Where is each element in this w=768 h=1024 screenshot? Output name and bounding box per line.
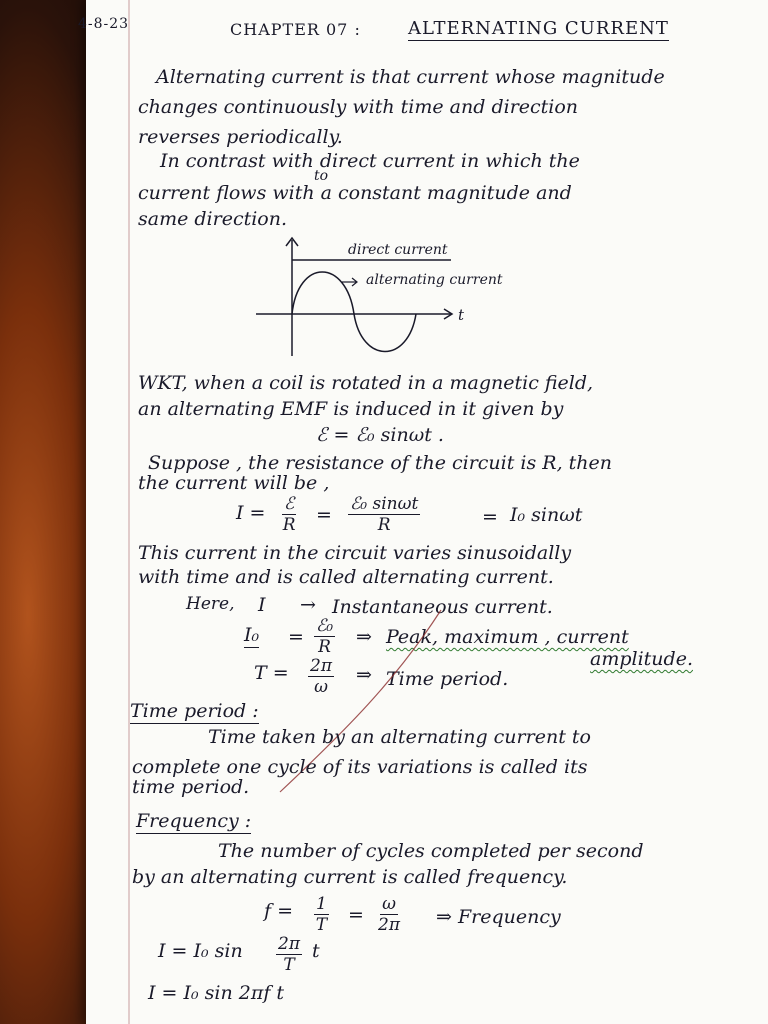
chapter-label: CHAPTER 07 : [230, 20, 361, 39]
fraction-numerator: ω [382, 894, 396, 914]
fraction-numerator: ℰ₀ sinωt [350, 494, 419, 514]
graph-axis-label: t [458, 306, 465, 324]
i0-equals: = [288, 626, 304, 648]
fraction-numerator: 1 [316, 894, 327, 914]
sine-eq-1-lhs: I = I₀ sin [158, 940, 243, 962]
i0-arrow: ⇒ [356, 626, 372, 648]
fraction-denominator: ω [314, 677, 328, 697]
fraction-numerator: ℰ [284, 494, 295, 514]
fraction-numerator: 2π [310, 656, 332, 676]
frequency-heading: Frequency : [136, 810, 252, 832]
fraction-denominator: T [315, 915, 328, 935]
contrast-line-2: current flows with a constant magnitude and [138, 182, 572, 204]
wkt-line-1: WKT, when a coil is rotated in a magnetic field, [138, 372, 594, 394]
graph-direct-label: direct current [348, 242, 448, 258]
current-eq-equals-2: = [316, 504, 332, 526]
notebook-page [78, 0, 768, 1024]
sine-eq-2: I = I₀ sin 2πf t [148, 982, 285, 1004]
varies-line-1: This current in the circuit varies sinusoidally [138, 542, 572, 564]
frequency-eq-lhs: f = [264, 900, 293, 922]
fraction-denominator: T [283, 955, 295, 975]
margin-line [128, 0, 130, 1024]
i0-symbol: I₀ [244, 624, 260, 646]
current-eq-fraction-1 [282, 494, 296, 535]
contrast-line-1: In contrast with direct current in which the [160, 150, 580, 172]
time-period-line-2: complete one cycle of its variations is called its [132, 756, 588, 778]
time-period-line-3: time period. [132, 776, 250, 798]
suppose-line-2: the current will be , [138, 472, 330, 494]
time-period-line-1: Time taken by an alternating current to [208, 726, 591, 748]
intro-line-1: Alternating current is that current whose magnitude [156, 66, 665, 88]
fraction-numerator: ℰ₀ [316, 616, 334, 636]
contrast-insert: to [314, 168, 329, 184]
intro-line-3: reverses periodically. [138, 126, 343, 148]
frequency-line-2: by an alternating current is called frequency. [132, 866, 568, 888]
suppose-line-1: Suppose , the resistance of the circuit is R, then [148, 452, 613, 474]
frequency-eq-rhs: ⇒ Frequency [436, 906, 561, 928]
fraction-denominator: R [318, 637, 331, 657]
contrast-line-3: same direction. [138, 208, 288, 230]
sine-eq-1-rhs: t [312, 940, 320, 962]
fraction-numerator: 2π [278, 934, 300, 954]
i-symbol: I [258, 594, 266, 616]
fraction-denominator: R [282, 515, 296, 535]
emf-equation: ℰ = ℰ₀ sinωt . [316, 424, 444, 446]
i-definition: Instantaneous current. [332, 596, 553, 618]
i0-definition: Peak, maximum , current [386, 626, 629, 648]
current-eq-fraction-2 [348, 494, 420, 535]
current-eq-equals-3: = [482, 506, 498, 528]
fraction-denominator: R [377, 515, 391, 535]
frequency-fraction-1 [314, 894, 329, 935]
wkt-line-2: an alternating EMF is induced in it given by [138, 398, 564, 420]
here-label: Here, [186, 594, 235, 614]
date-stamp: 4-8-23 [78, 16, 130, 32]
t-arrow: ⇒ [356, 664, 372, 686]
time-period-heading: Time period : [130, 700, 259, 722]
fraction-denominator: 2π [378, 915, 400, 935]
intro-line-2: changes continuously with time and direction [138, 96, 579, 118]
i0-definition-continued: amplitude. [590, 648, 693, 670]
sine-eq-1-fraction [276, 934, 302, 975]
frequency-eq-equals: = [348, 904, 364, 926]
frequency-line-1: The number of cycles completed per second [218, 840, 644, 862]
t-symbol: T = [254, 662, 289, 684]
graph-alternating-label: alternating current [366, 272, 503, 288]
chapter-title: ALTERNATING CURRENT [408, 18, 669, 39]
current-eq-rhs: I₀ sinωt [510, 504, 583, 526]
frequency-fraction-2 [378, 894, 400, 935]
varies-line-2: with time and is called alternating current. [138, 566, 554, 588]
current-eq-lhs: I = [236, 502, 266, 524]
t-definition: Time period. [386, 668, 509, 690]
i-arrow: → [300, 594, 316, 616]
